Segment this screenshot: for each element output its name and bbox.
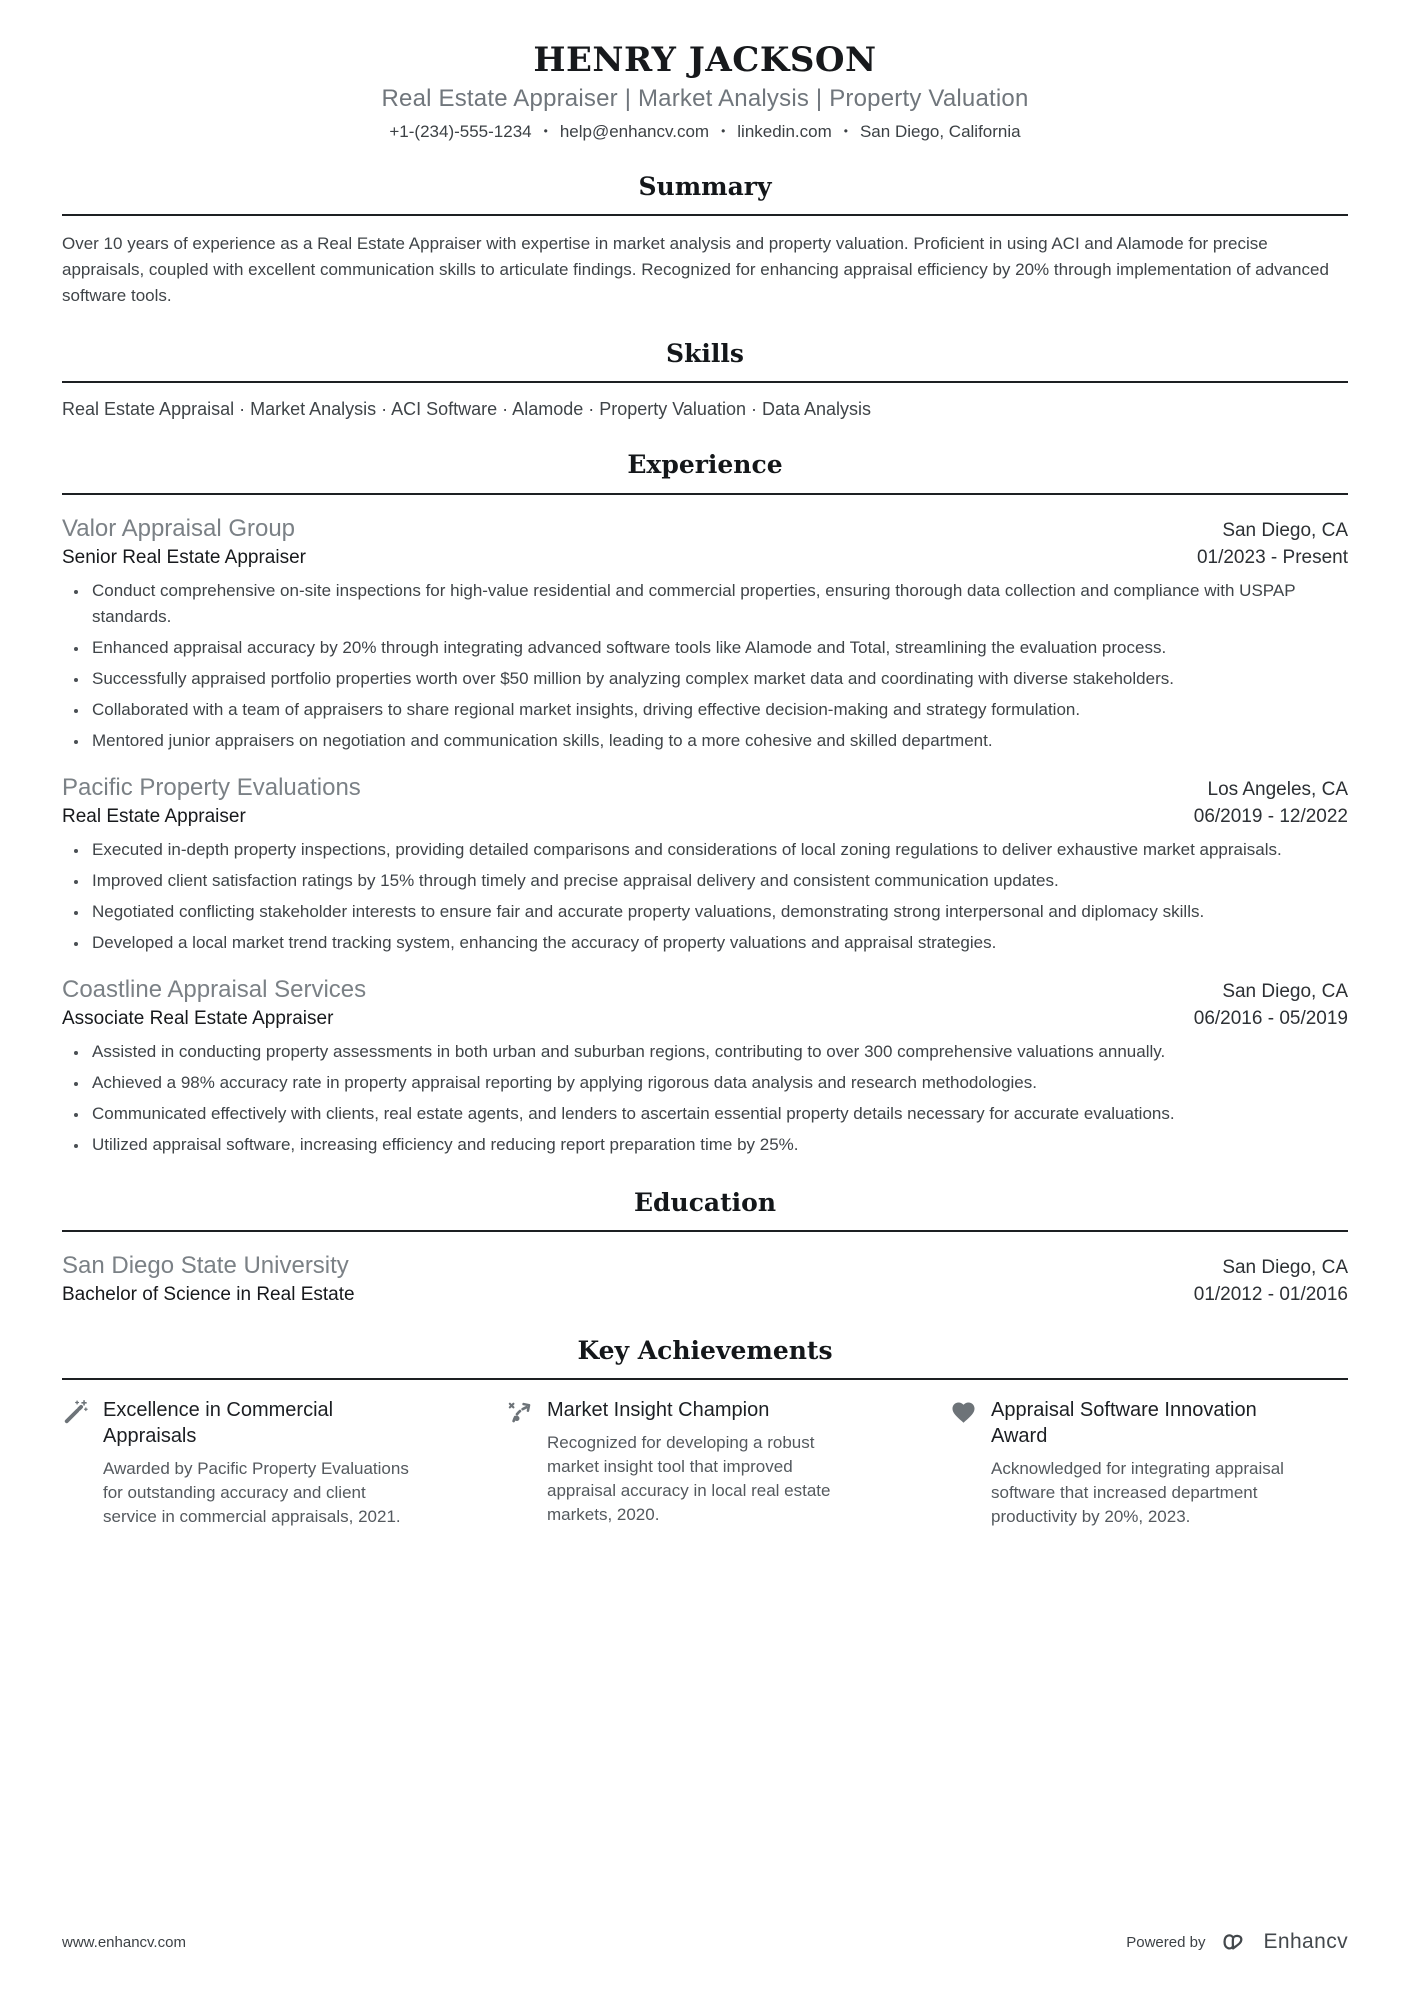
- enhancv-logo-icon: [1216, 1929, 1252, 1955]
- education-section: [62, 1187, 1348, 1306]
- separator-dot: •: [543, 123, 548, 138]
- job-title: Associate Real Estate Appraiser: [62, 1007, 334, 1029]
- job-dates: 06/2019 - 12/2022: [1193, 805, 1348, 827]
- company-name: Coastline Appraisal Services: [62, 975, 367, 1003]
- job-location: San Diego, CA: [1222, 980, 1348, 1002]
- experience-entry: [62, 514, 1348, 754]
- achievement-title: Excellence in Commercial Appraisals: [103, 1399, 334, 1448]
- bullet-item: • Conduct comprehensive on-site inspections for high-value residential and commercial properties, ensuring thorough data collection and compliance with USPAP standards.: [89, 578, 1348, 630]
- separator-dot: •: [843, 123, 848, 138]
- job-title: Real Estate Appraiser: [62, 805, 246, 827]
- achievements-grid: [62, 1397, 1348, 1529]
- achievement-body: [103, 1397, 421, 1529]
- powered-by[interactable]: [1126, 1929, 1348, 1955]
- job-location: San Diego, CA: [1222, 519, 1348, 541]
- bullet-item: • Successfully appraised portfolio properties worth over $50 million by analyzing complex market data and coordinating with diverse stakeholders.: [89, 666, 1348, 692]
- company-name: Pacific Property Evaluations: [62, 773, 361, 801]
- contact-line: [62, 122, 1348, 142]
- summary-text: Over 10 years of experience as a Real Estate Appraiser with expertise in market analysis and property valuation. Proficient in using ACI and Alamode for precise appraisals, coupled with excellent communication skills to articulate findings. Recognized for enhancing appraisal efficiency by 20% through implementation of advanced software tools.: [62, 234, 1329, 306]
- section-divider: [62, 381, 1348, 383]
- achievement-item: [62, 1397, 460, 1529]
- school-location: San Diego, CA: [1222, 1256, 1348, 1278]
- bullet-item: • Negotiated conflicting stakeholder interests to ensure fair and accurate property valuations, demonstrating strong interpersonal and diplomacy skills.: [89, 899, 1348, 925]
- school-name: San Diego State University: [62, 1251, 349, 1279]
- experience-heading: Experience: [627, 450, 783, 480]
- achievement-item: [506, 1397, 904, 1529]
- bullet-item: • Collaborated with a team of appraisers to share regional market insights, driving effective decision-making and strategy formulation.: [89, 697, 1348, 723]
- company-name: Valor Appraisal Group: [62, 514, 296, 542]
- experience-entry: [62, 975, 1348, 1158]
- powered-by-label: Powered by: [1126, 1933, 1206, 1951]
- job-location: Los Angeles, CA: [1207, 778, 1348, 800]
- job-bullet-list: [62, 578, 1348, 754]
- bullet-item: • Executed in-depth property inspections, providing detailed comparisons and considerations of local zoning regulations to deliver exhaustive market appraisals.: [89, 837, 1348, 863]
- resume-header: [62, 40, 1348, 142]
- bullet-item: • Communicated effectively with clients, real estate agents, and lenders to ascertain essential property details necessary for accurate evaluations.: [89, 1101, 1348, 1127]
- achievement-text: Recognized for developing a robust market insight tool that improved appraisal accuracy in local real estate markets, 2020.: [547, 1433, 831, 1525]
- achievements-section: [62, 1335, 1348, 1529]
- section-divider: [62, 1230, 1348, 1232]
- email-link[interactable]: help@enhancv.com: [559, 121, 710, 141]
- achievement-text: Awarded by Pacific Property Evaluations for outstanding accuracy and client service in commercial appraisals, 2021.: [103, 1459, 409, 1527]
- experience-section: [62, 449, 1348, 1157]
- heart-icon: [950, 1399, 977, 1426]
- achievement-title: Market Insight Champion: [547, 1399, 770, 1422]
- achievement-body: [991, 1397, 1309, 1529]
- achievements-heading: Key Achievements: [577, 1335, 833, 1365]
- achievement-item: [950, 1397, 1348, 1529]
- job-bullet-list: [62, 837, 1348, 956]
- bullet-item: • Achieved a 98% accuracy rate in property appraisal reporting by applying rigorous data analysis and research methodologies.: [89, 1070, 1348, 1096]
- job-dates: 01/2023 - Present: [1196, 546, 1348, 568]
- section-divider: [62, 493, 1348, 495]
- bullet-item: • Enhanced appraisal accuracy by 20% through integrating advanced software tools like Alamode and Total, streamlining the evaluation process.: [89, 635, 1348, 661]
- job-bullet-list: [62, 1039, 1348, 1158]
- page-footer: [62, 1929, 1348, 1955]
- website-link[interactable]: www.enhancv.com: [62, 1933, 186, 1951]
- bullet-item: • Improved client satisfaction ratings by 15% through timely and precise appraisal delivery and consistent communication updates.: [89, 868, 1348, 894]
- bullet-item: • Mentored junior appraisers on negotiation and communication skills, leading to a more cohesive and skilled department.: [89, 728, 1348, 754]
- tagline: Real Estate Appraiser | Market Analysis | Property Valuation: [381, 84, 1029, 112]
- achievement-text: Acknowledged for integrating appraisal software that increased department productivity by 20%, 2023.: [991, 1459, 1284, 1527]
- linkedin-link[interactable]: linkedin.com: [737, 121, 832, 141]
- experience-entry: [62, 773, 1348, 956]
- brand-name: Enhancv: [1263, 1930, 1348, 1953]
- job-title: Senior Real Estate Appraiser: [62, 546, 306, 568]
- skills-list: Real Estate Appraisal · Market Analysis · ACI Software · Alamode · Property Valuation · Data Analysis: [62, 399, 872, 420]
- bullet-item: • Assisted in conducting property assessments in both urban and suburban regions, contributing to over 300 comprehensive valuations annually.: [89, 1039, 1348, 1065]
- education-dates: 01/2012 - 01/2016: [1193, 1283, 1348, 1305]
- phone-number: +1-(234)-555-1234: [389, 121, 532, 141]
- education-heading: Education: [633, 1187, 777, 1217]
- job-dates: 06/2016 - 05/2019: [1193, 1007, 1348, 1029]
- summary-heading: Summary: [638, 171, 772, 201]
- summary-section: [62, 171, 1348, 309]
- route-arrow-icon: [506, 1399, 533, 1426]
- person-name: HENRY JACKSON: [533, 40, 877, 80]
- achievement-body: [547, 1397, 865, 1527]
- achievement-title: Appraisal Software Innovation Award: [991, 1399, 1257, 1448]
- bullet-item: • Developed a local market trend tracking system, enhancing the accuracy of property valuations and appraisal strategies.: [89, 930, 1348, 956]
- bullet-item: • Utilized appraisal software, increasing efficiency and reducing report preparation time by 25%.: [89, 1132, 1348, 1158]
- skills-section: [62, 338, 1348, 420]
- section-divider: [62, 214, 1348, 216]
- separator-dot: •: [721, 123, 726, 138]
- education-entry: [62, 1251, 1348, 1306]
- contact-location: San Diego, California: [859, 121, 1021, 141]
- magic-wand-icon: [62, 1399, 89, 1426]
- skills-heading: Skills: [666, 339, 744, 369]
- degree-name: Bachelor of Science in Real Estate: [62, 1283, 355, 1305]
- section-divider: [62, 1378, 1348, 1380]
